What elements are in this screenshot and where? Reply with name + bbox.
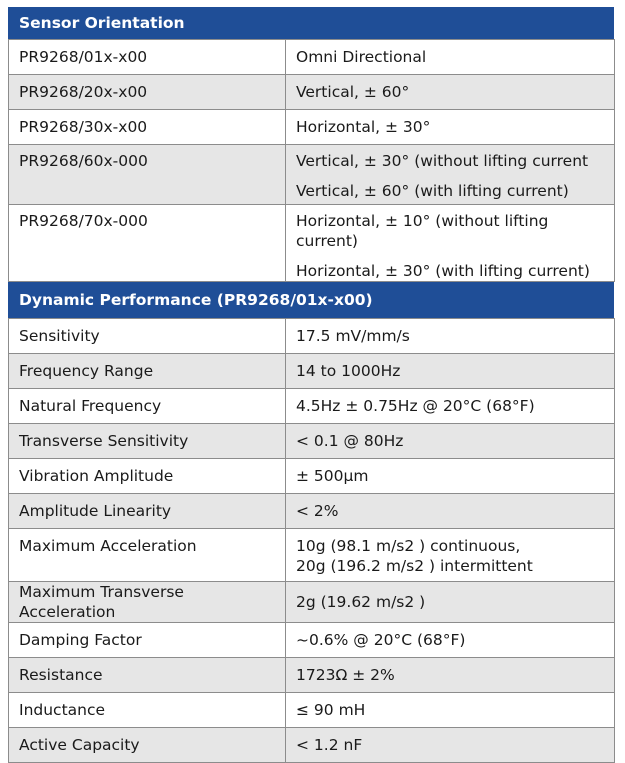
row-key: Inductance: [9, 693, 286, 728]
row-key: PR9268/30x-x00: [9, 110, 286, 145]
dynamic-performance-table: [8, 318, 615, 763]
row-key: PR9268/01x-x00: [9, 40, 286, 75]
row-key: Transverse Sensitivity: [9, 424, 286, 459]
table-row: [9, 693, 615, 728]
row-key: Damping Factor: [9, 623, 286, 658]
table-row: [9, 145, 615, 205]
row-value: Omni Directional: [286, 40, 615, 75]
row-key: PR9268/20x-x00: [9, 75, 286, 110]
row-key: Maximum Acceleration: [9, 529, 286, 582]
value-line: Horizontal, ± 30° (with lifting current): [296, 262, 590, 280]
row-value: ± 500μm: [286, 459, 615, 494]
value-line: 20g (196.2 m/s2 ) intermittent: [296, 557, 533, 575]
table-row: [9, 75, 615, 110]
table-row: [9, 40, 615, 75]
table-row: [9, 319, 615, 354]
row-value: 17.5 mV/mm/s: [286, 319, 615, 354]
row-key: PR9268/70x-000: [9, 205, 286, 282]
orientation-table: [8, 39, 615, 282]
row-value: [286, 145, 615, 205]
value-line: Vertical, ± 30° (without lifting current: [296, 152, 589, 170]
table-row: [9, 623, 615, 658]
table-row: [9, 658, 615, 693]
row-value: 1723Ω ± 2%: [286, 658, 615, 693]
table-row: [9, 110, 615, 145]
table-row: [9, 389, 615, 424]
value-line: Vertical, ± 60° (with lifting current): [296, 182, 569, 200]
table-row: [9, 424, 615, 459]
row-value: [286, 205, 615, 282]
value-line: 10g (98.1 m/s2 ) continuous,: [296, 537, 521, 555]
row-value: ~0.6% @ 20°C (68°F): [286, 623, 615, 658]
row-key: Vibration Amplitude: [9, 459, 286, 494]
row-key: Active Capacity: [9, 728, 286, 763]
row-key: Natural Frequency: [9, 389, 286, 424]
table-row: [9, 494, 615, 529]
row-value: ≤ 90 mH: [286, 693, 615, 728]
value-line: Horizontal, ± 10° (without lifting current): [296, 212, 549, 250]
row-value: Horizontal, ± 30°: [286, 110, 615, 145]
row-key: Maximum Transverse Acceleration: [9, 582, 286, 623]
row-value: 4.5Hz ± 0.75Hz @ 20°C (68°F): [286, 389, 615, 424]
table-row: [9, 354, 615, 389]
row-value: < 2%: [286, 494, 615, 529]
row-value: 2g (19.62 m/s2 ): [286, 582, 615, 623]
row-key: PR9268/60x-000: [9, 145, 286, 205]
row-key: Frequency Range: [9, 354, 286, 389]
row-value: < 1.2 nF: [286, 728, 615, 763]
spec-sheet: [8, 7, 614, 763]
section-header-dynamic-performance: Dynamic Performance (PR9268/01x-x00): [8, 282, 614, 318]
row-value: < 0.1 @ 80Hz: [286, 424, 615, 459]
table-row: [9, 728, 615, 763]
table-row: [9, 529, 615, 582]
table-row: [9, 205, 615, 282]
row-key: Sensitivity: [9, 319, 286, 354]
row-value: [286, 529, 615, 582]
row-value: 14 to 1000Hz: [286, 354, 615, 389]
row-value: Vertical, ± 60°: [286, 75, 615, 110]
section-header-orientation: Sensor Orientation: [8, 7, 614, 39]
row-key: Resistance: [9, 658, 286, 693]
row-key: Amplitude Linearity: [9, 494, 286, 529]
table-row: [9, 459, 615, 494]
table-row: [9, 582, 615, 623]
